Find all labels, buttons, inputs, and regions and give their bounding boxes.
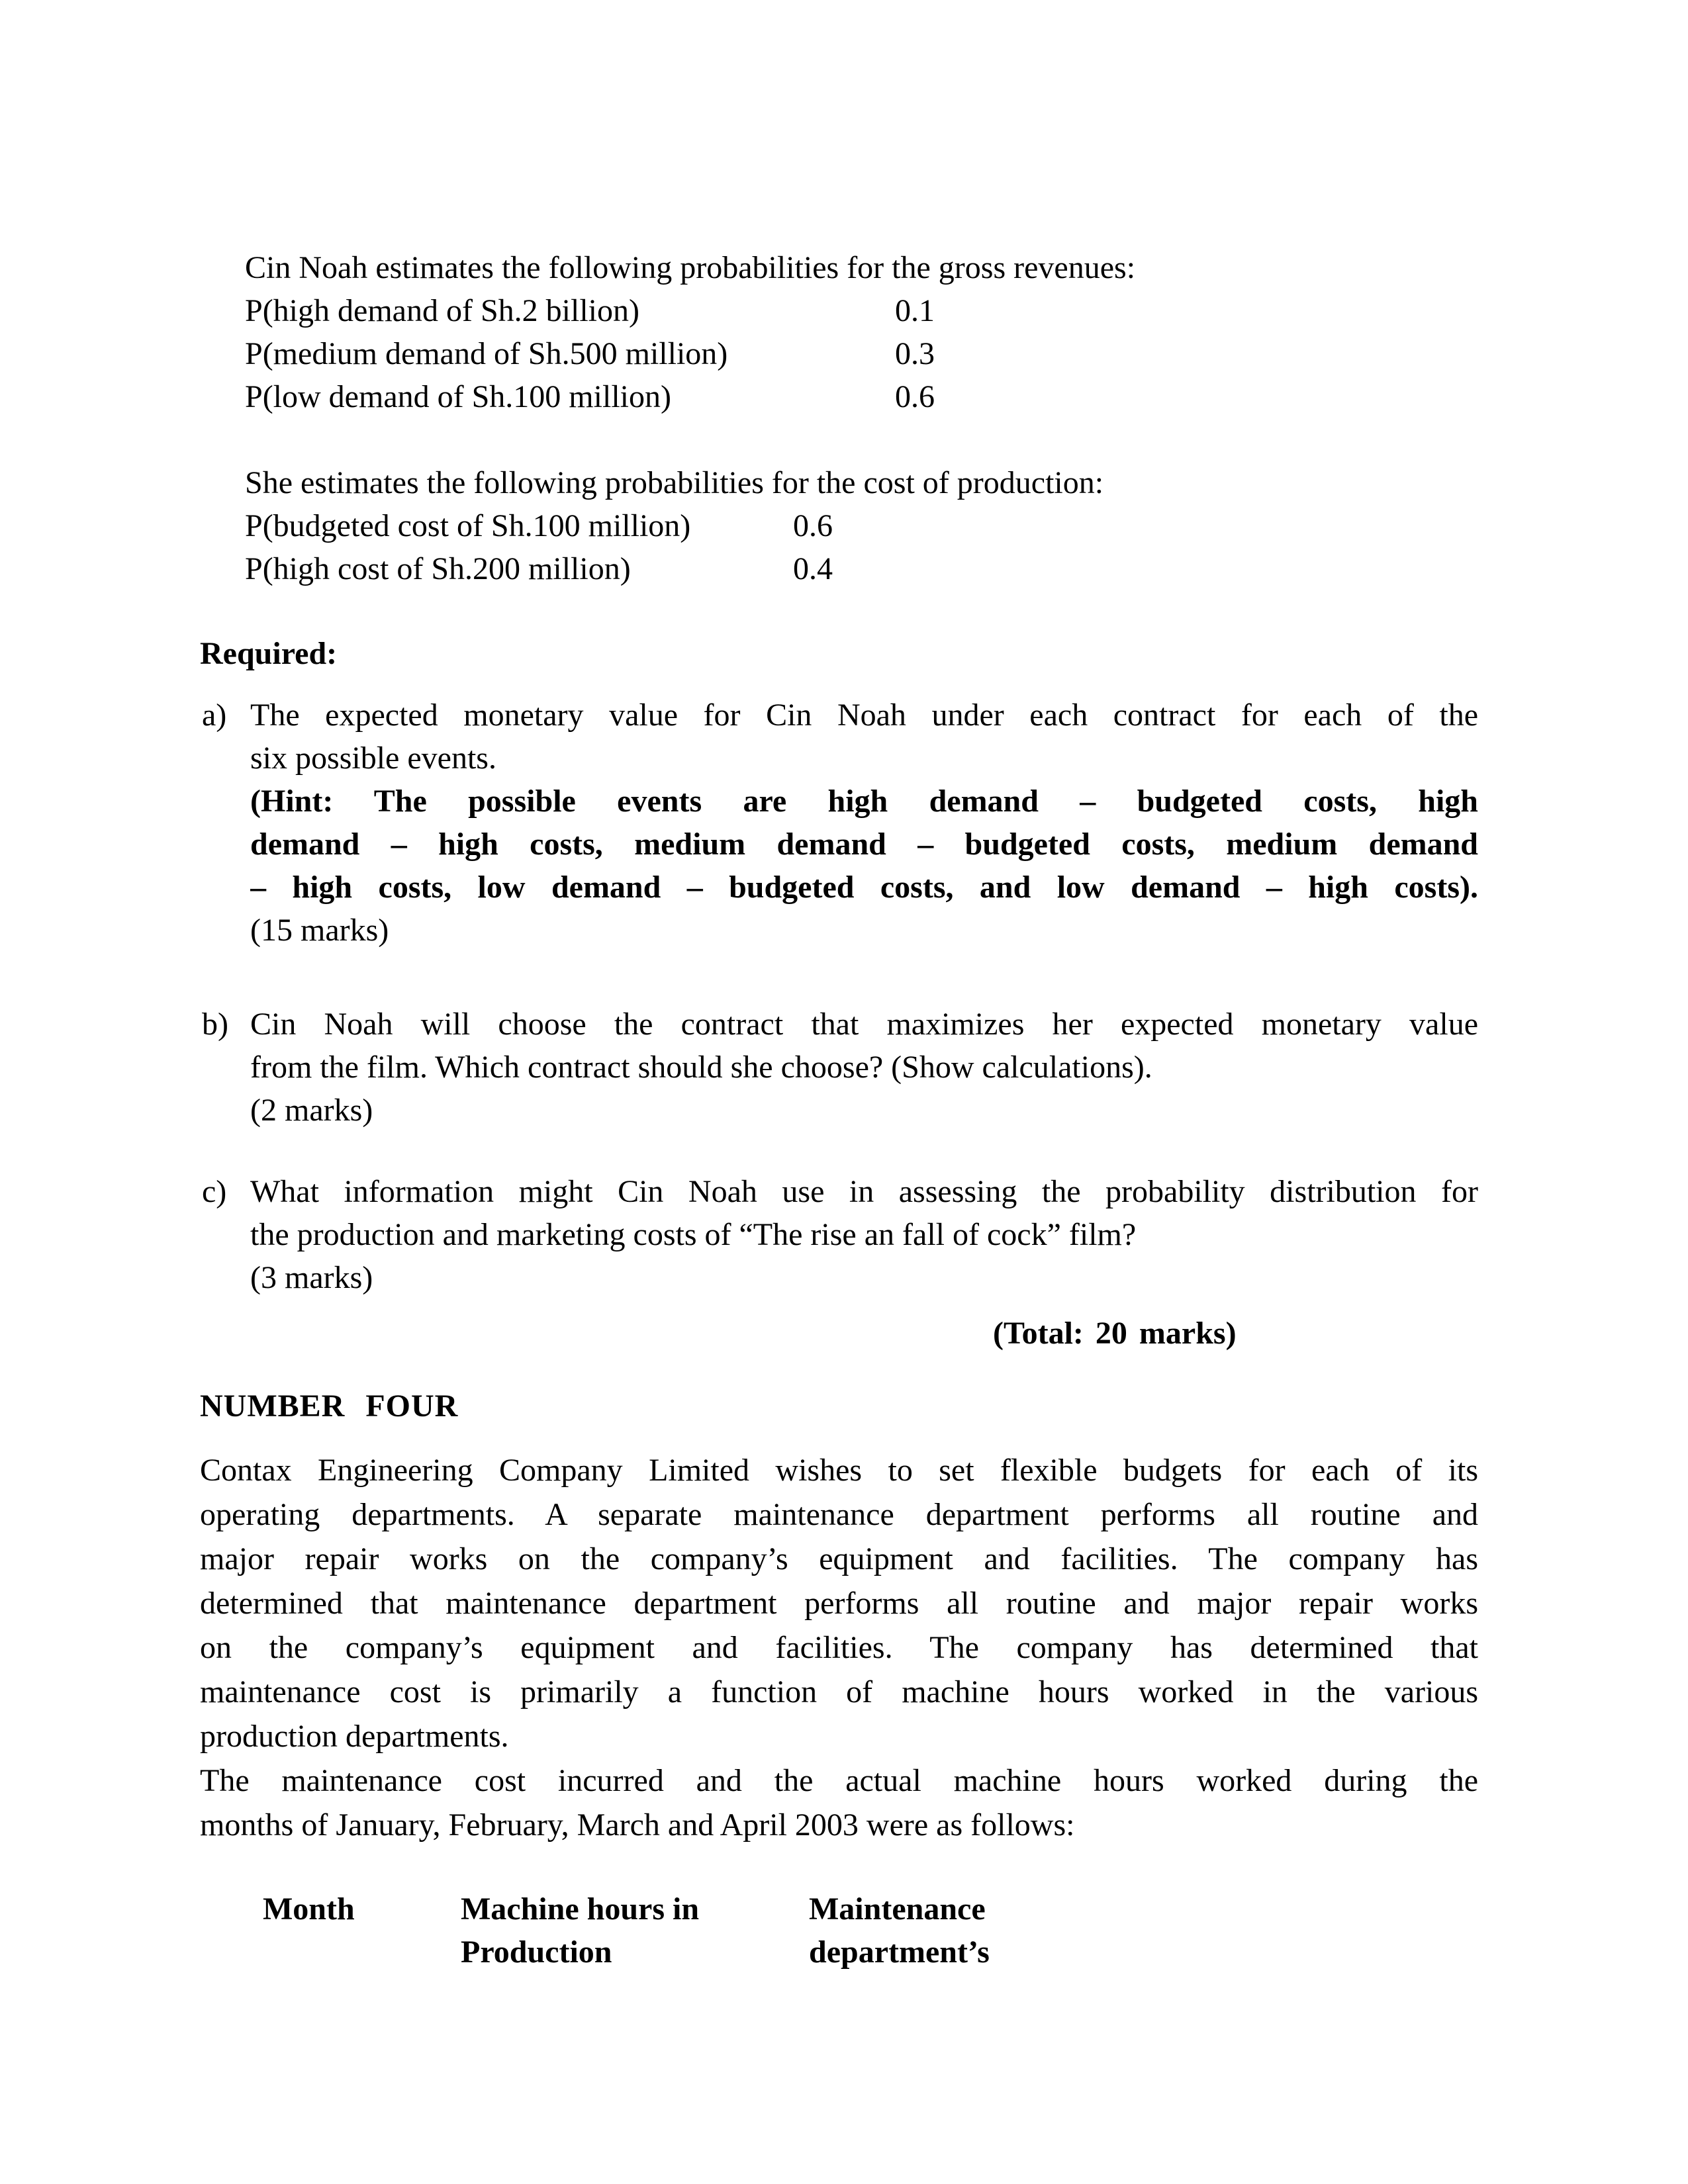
revenue-intro-line: Cin Noah estimates the following probabilities for the gross revenues: — [245, 250, 1136, 285]
probability-value: 0.6 — [793, 508, 833, 543]
hint-text-line: (Hint: The possible events are high demand – budgeted costs, high — [250, 784, 1478, 819]
question-four-paragraph-1 — [200, 1448, 1478, 1757]
question-four-heading: NUMBER FOUR — [200, 1388, 459, 1424]
cost-intro-line: She estimates the following probabilities for the cost of production: — [245, 465, 1104, 500]
item-marks: (15 marks) — [250, 913, 389, 948]
question-item-b — [202, 1003, 1478, 1132]
table-column-maintenance — [809, 1888, 990, 1974]
item-text-line: The expected monetary value for Cin Noah under each contract for each of the — [250, 698, 1478, 733]
probability-value: 0.6 — [895, 379, 935, 414]
column-header-text: Machine hours in — [461, 1891, 700, 1927]
item-marks: (2 marks) — [250, 1093, 373, 1128]
probability-value: 0.1 — [895, 293, 935, 328]
probability-value: 0.3 — [895, 336, 935, 371]
months-table-header — [263, 1888, 1256, 1980]
total-marks: (Total: 20 marks) — [993, 1316, 1237, 1351]
question-item-a — [202, 694, 1478, 952]
paragraph-line: The maintenance cost incurred and the actual machine hours worked during the — [200, 1763, 1478, 1798]
probability-label: P(high demand of Sh.2 billion) — [245, 293, 639, 328]
probability-label: P(high cost of Sh.200 million) — [245, 551, 631, 586]
required-heading: Required: — [200, 636, 338, 671]
probability-row — [245, 504, 1503, 547]
column-header-text: Maintenance — [809, 1891, 986, 1927]
probability-value: 0.4 — [793, 551, 833, 586]
hint-text-line: demand – high costs, medium demand – budgeted costs, medium demand — [250, 827, 1478, 862]
item-text-line: Cin Noah will choose the contract that maximizes her expected monetary value — [250, 1007, 1478, 1042]
paragraph-line: production departments. — [200, 1719, 509, 1754]
paragraph-line: operating departments. A separate maintenance department performs all routine and — [200, 1497, 1478, 1532]
column-header-text: Production — [461, 1934, 612, 1970]
paragraph-line: determined that maintenance department performs all routine and major repair works — [200, 1586, 1478, 1621]
paragraph-line: maintenance cost is primarily a function of machine hours worked in the various — [200, 1674, 1478, 1709]
paragraph-line: major repair works on the company’s equipment and facilities. The company has — [200, 1541, 1478, 1576]
item-text-line: six possible events. — [250, 741, 496, 776]
question-four-paragraph-2 — [200, 1759, 1478, 1846]
probability-row — [245, 547, 1503, 590]
paragraph-line: months of January, February, March and April 2003 were as follows: — [200, 1807, 1075, 1843]
column-header-text: Month — [263, 1891, 355, 1927]
item-marker: a) — [202, 698, 227, 733]
probability-label: P(medium demand of Sh.500 million) — [245, 336, 728, 371]
item-marker: c) — [202, 1174, 227, 1209]
cost-probabilities-block — [245, 461, 1503, 590]
paragraph-line: on the company’s equipment and facilities. The company has determined that — [200, 1630, 1478, 1665]
item-text-line: from the film. Which contract should she choose? (Show calculations). — [250, 1050, 1152, 1085]
probability-label: P(low demand of Sh.100 million) — [245, 379, 671, 414]
item-marker: b) — [202, 1007, 228, 1042]
item-marks: (3 marks) — [250, 1260, 373, 1295]
probability-row — [245, 375, 1503, 418]
probability-row — [245, 289, 1503, 332]
table-column-machine-hours — [461, 1888, 699, 1974]
hint-text-line: – high costs, low demand – budgeted costs, and low demand – high costs). — [250, 870, 1478, 905]
item-text-line: What information might Cin Noah use in assessing the probability distribution for — [250, 1174, 1478, 1209]
probability-row — [245, 332, 1503, 375]
item-text-line: the production and marketing costs of “The rise an fall of cock” film? — [250, 1217, 1137, 1252]
probability-label: P(budgeted cost of Sh.100 million) — [245, 508, 691, 543]
column-header-text: department’s — [809, 1934, 990, 1970]
table-column-month — [263, 1888, 355, 1931]
paragraph-line: Contax Engineering Company Limited wishes to set flexible budgets for each of its — [200, 1453, 1478, 1488]
question-item-c — [202, 1170, 1478, 1299]
revenue-probabilities-block — [245, 246, 1503, 418]
